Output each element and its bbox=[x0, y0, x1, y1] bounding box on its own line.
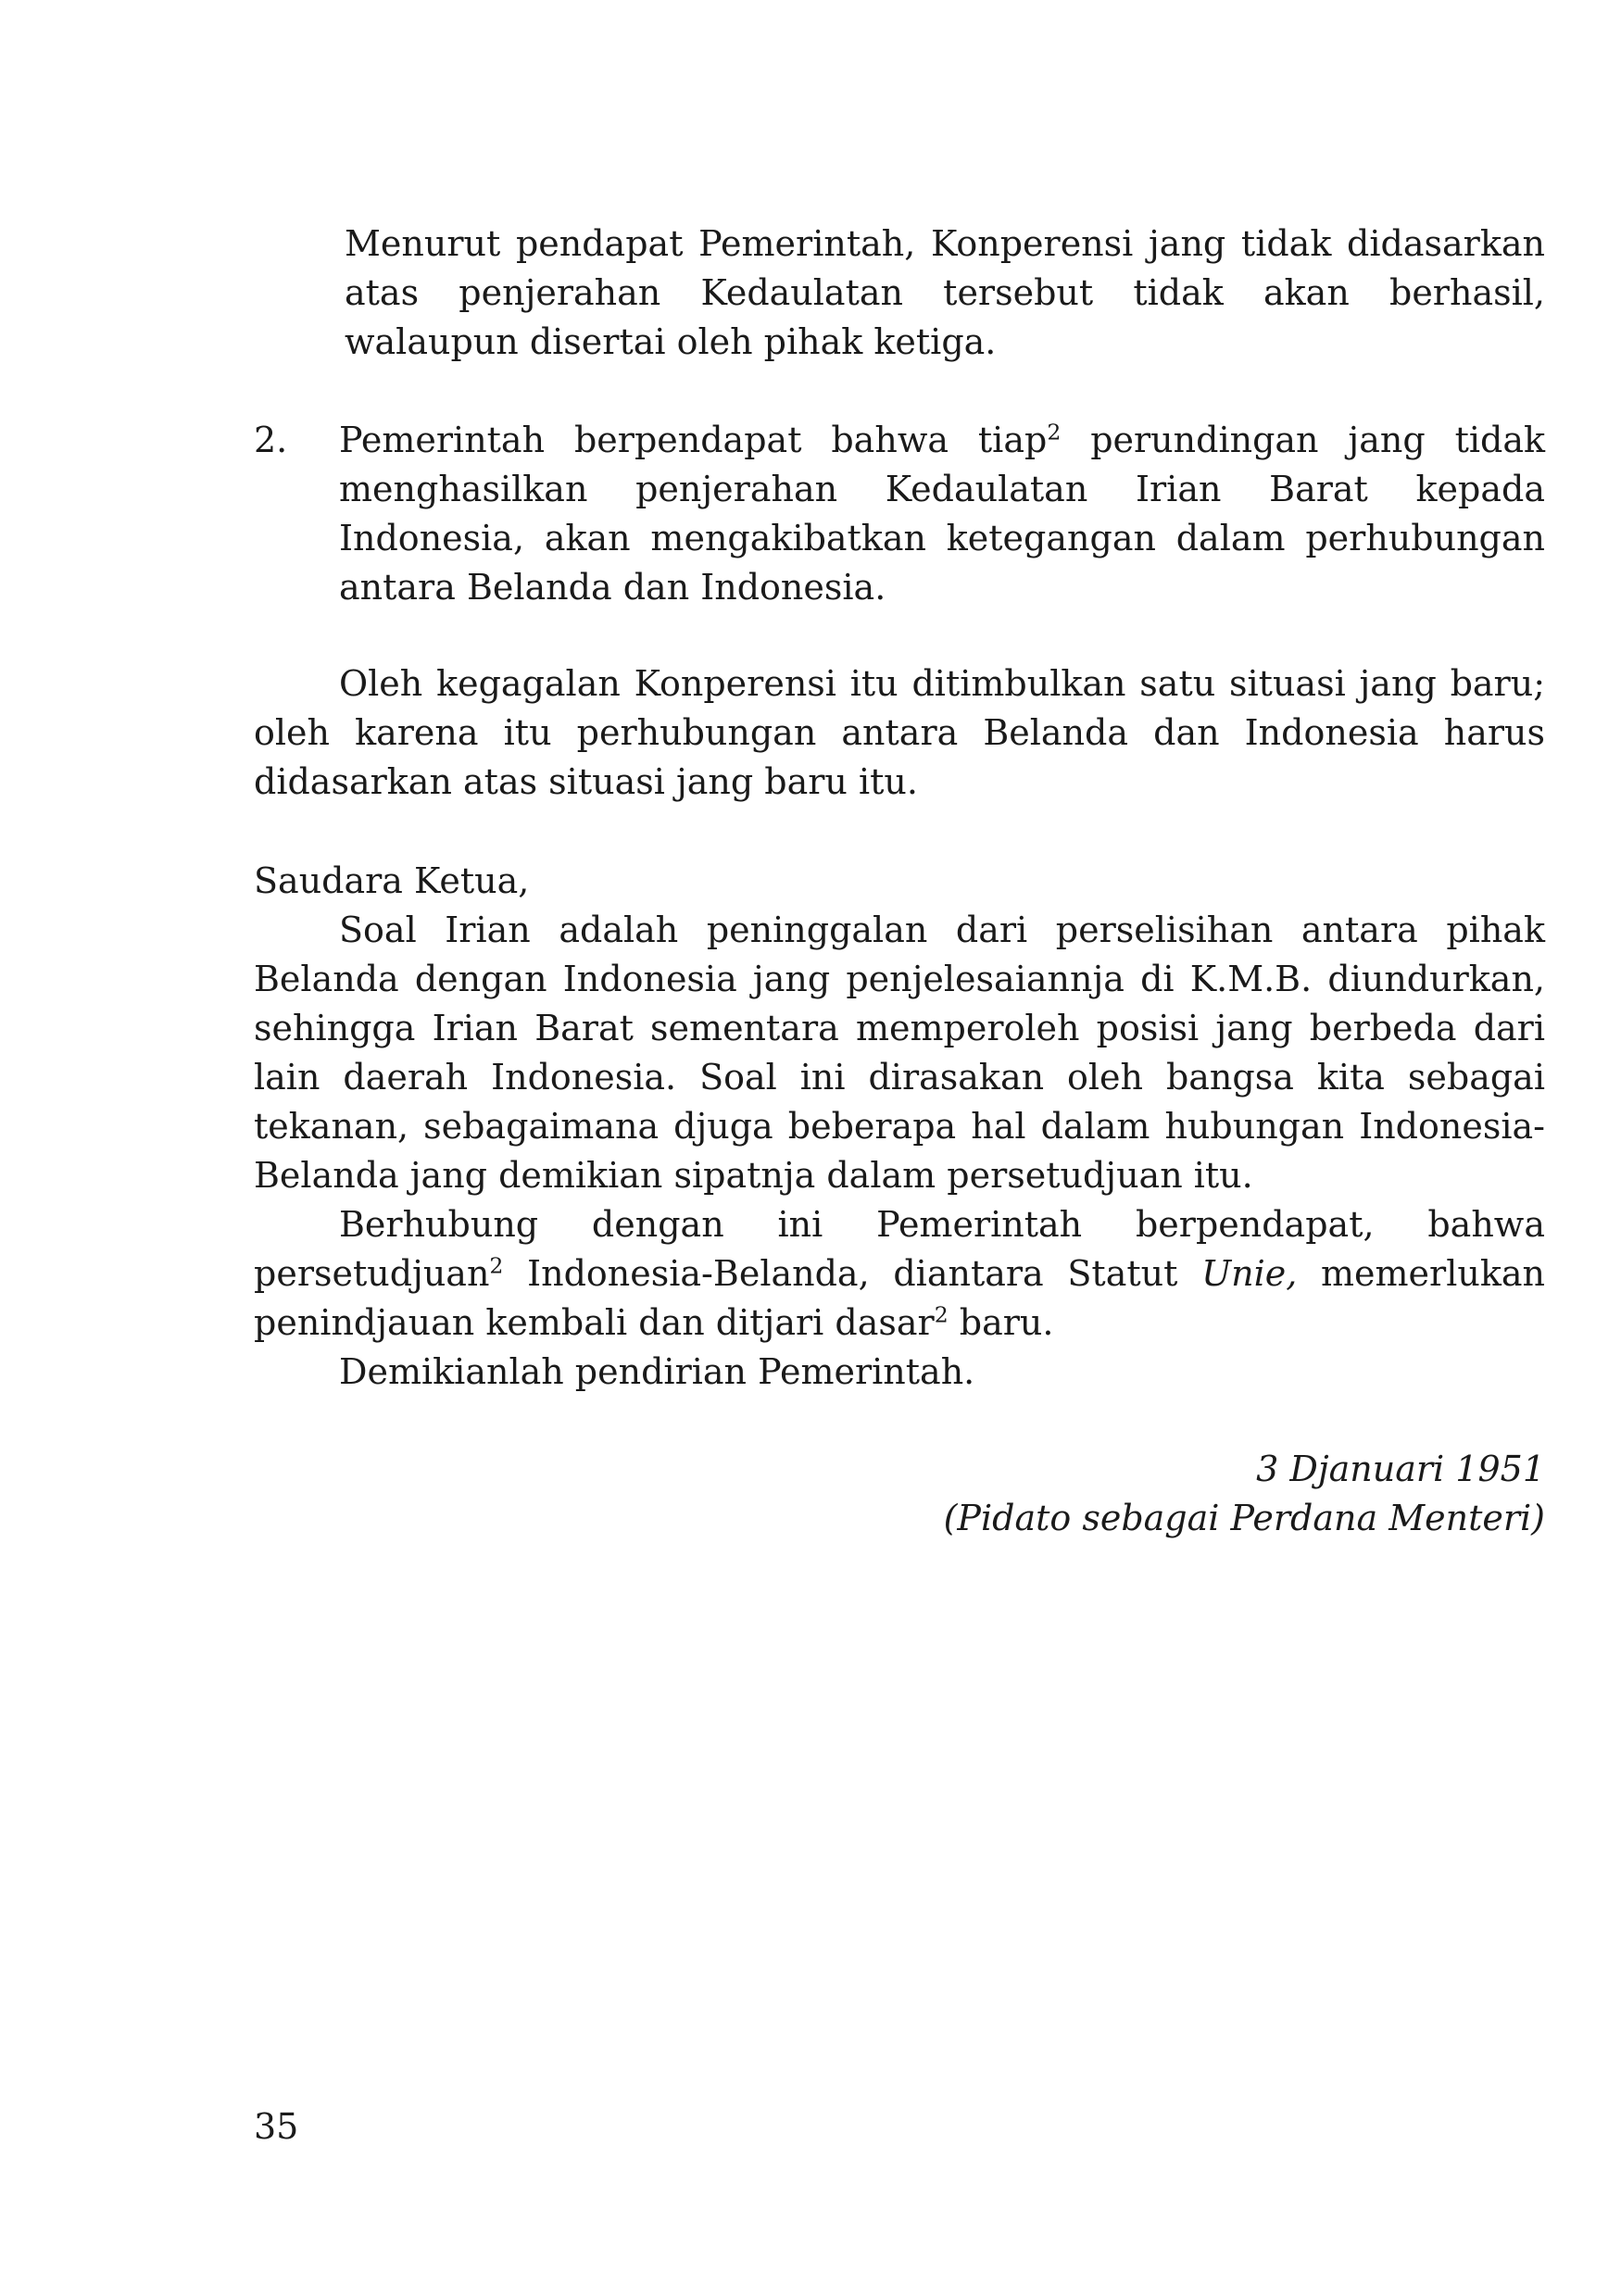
list-item-body bbox=[339, 416, 1545, 612]
superscript-marker: 2 bbox=[1047, 419, 1062, 445]
page-number: 35 bbox=[254, 2106, 299, 2147]
berhubung-part-3: memerlukan penindjauan kembali dan ditjari dasar bbox=[254, 1253, 1545, 1343]
paragraph-demikian: Demikianlah pendirian Pemerintah. bbox=[339, 1351, 975, 1392]
speech-date: 3 Djanuari 1951 bbox=[1256, 1449, 1545, 1489]
superscript-marker: 2 bbox=[489, 1252, 504, 1279]
salutation: Saudara Ketua, bbox=[254, 860, 530, 901]
paragraph-berhubung bbox=[254, 1200, 1545, 1348]
berhubung-part-1: Berhubung dengan ini Pemerintah berpendapat, bahwa persetudjuan bbox=[254, 1204, 1545, 1294]
list-item-number: 2. bbox=[254, 420, 288, 460]
paragraph-oleh: Oleh kegagalan Konperensi itu ditimbulkan satu situasi jang baru; oleh karena itu perhubungan antara Belanda dan Indonesia harus didasarkan atas situasi jang baru itu. bbox=[254, 663, 1545, 802]
item-text-after-sup: perundingan jang tidak menghasilkan penjerahan Kedaulatan Irian Barat kepada Indonesia, akan mengakibatkan ketegangan dalam perhubungan antara Belanda dan Indonesia. bbox=[339, 420, 1545, 608]
paragraph-intro: Menurut pendapat Pemerintah, Konperensi jang tidak didasarkan atas penjerahan Kedaulatan tersebut tidak akan berhasil, walaupun disertai oleh pihak ketiga. bbox=[345, 223, 1545, 362]
paragraph-soal: Soal Irian adalah peninggalan dari perselisihan antara pihak Belanda dengan Indonesia jang penjelesaiannja di K.M.B. diundurkan, sehingga Irian Barat sementara memperoleh posisi jang berbeda dari lain daerah Indonesia. Soal ini dirasakan oleh bangsa kita sebagai tekanan, sebagaimana djuga beberapa hal dalam hubungan Indonesia-Belanda jang demikian sipatnja dalam persetudjuan itu. bbox=[254, 910, 1545, 1196]
berhubung-part-2: Indonesia-Belanda, diantara Statut bbox=[503, 1253, 1202, 1294]
superscript-marker: 2 bbox=[934, 1301, 949, 1328]
speech-note: (Pidato sebagai Perdana Menteri) bbox=[943, 1498, 1545, 1538]
item-text-before-sup: Pemerintah berpendapat bahwa tiap bbox=[339, 420, 1048, 460]
list-item-2 bbox=[254, 416, 1545, 612]
italic-term-unie: Unie, bbox=[1201, 1253, 1298, 1294]
berhubung-part-4: baru. bbox=[948, 1302, 1054, 1343]
